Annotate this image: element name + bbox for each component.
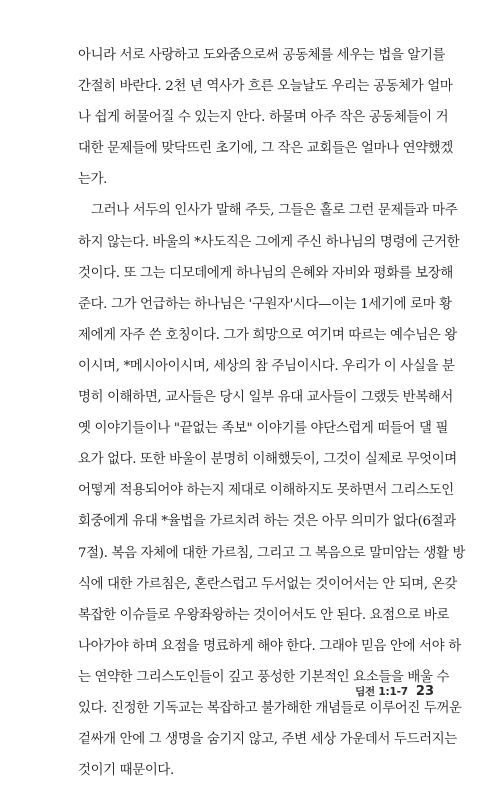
text-line: 식에 대한 가르침은, 혼란스럽고 두서없는 것이어서는 안 되며, 온갖 bbox=[78, 576, 457, 592]
text-line: 7절). 복음 자체에 대한 가르침, 그리고 그 복음으로 말미암는 생활 방 bbox=[78, 545, 466, 561]
text-line: 것이다. 또 그는 디모데에게 하나님의 은혜와 자비와 평화를 보장해 bbox=[78, 265, 453, 281]
text-line: 것이기 때문이다. bbox=[78, 763, 174, 779]
text-line: 는 연약한 그리스도인들이 깊고 풍성한 기본적인 요소들을 배울 수 bbox=[78, 669, 450, 685]
page-body bbox=[78, 40, 466, 786]
text-line: 아니라 서로 사랑하고 도와줌으로써 공동체를 세우는 법을 알기를 bbox=[78, 48, 446, 63]
text-line: 간절히 바란다. 2천 년 역사가 흐른 오늘날도 우리는 공동체가 얼마 bbox=[78, 79, 453, 95]
text-line: 있다. 진정한 기독교는 복잡하고 불가해한 개념들로 이루어진 두꺼운 bbox=[78, 700, 462, 716]
text-line: 이시며, *메시아이시며, 세상의 참 주님이시다. 우리가 이 사실을 분 bbox=[78, 358, 455, 374]
text-line: 명히 이해하면, 교사들은 당시 일부 유대 교사들이 그랬듯 반복해서 bbox=[78, 390, 453, 406]
text-line: 나아가야 하며 요점을 명료하게 해야 한다. 그래야 믿음 안에 서야 하 bbox=[78, 638, 461, 654]
text-line: 어떻게 적용되어야 하는지 제대로 이해하지도 못하면서 그리스도인 bbox=[78, 483, 454, 499]
text-line: 대한 문제들에 맞닥뜨린 초기에, 그 작은 교회들은 얼마나 연약했겠 bbox=[78, 141, 453, 157]
text-line: 나 쉽게 허물어질 수 있는지 안다. 하물며 아주 작은 공동체들이 거 bbox=[78, 110, 449, 126]
page-number: 23 bbox=[415, 684, 434, 699]
page-footer bbox=[355, 684, 434, 699]
text-line: 복잡한 이슈들로 우왕좌왕하는 것이어서도 안 된다. 요점으로 바로 bbox=[78, 607, 450, 623]
text-line: 그러나 서두의 인사가 말해 주듯, 그들은 홀로 그런 문제들과 마주 bbox=[78, 203, 458, 219]
text-line: 제에게 자주 쓴 호칭이다. 그가 희망으로 여기며 따르는 예수님은 왕 bbox=[78, 327, 457, 343]
text-line: 는가. bbox=[78, 172, 108, 188]
paragraph-1 bbox=[78, 40, 453, 195]
text-line: 하지 않는다. 바울의 *사도직은 그에게 주신 하나님의 명령에 근거한 bbox=[78, 234, 460, 250]
text-line: 회중에게 유대 *율법을 가르치려 하는 것은 아무 의미가 없다(6절과 bbox=[78, 514, 456, 530]
scripture-reference: 딤전 1:1-7 bbox=[355, 686, 408, 698]
text-line: 준다. 그가 언급하는 하나님은 '구원자'시다—이는 1세기에 로마 황 bbox=[78, 296, 452, 312]
text-line: 요가 없다. 또한 바울이 분명히 이해했듯이, 그것이 실제로 무엇이며 bbox=[78, 452, 457, 468]
text-line: 겉싸개 안에 그 생명을 숨기지 않고, 주변 세상 가운데서 두드러지는 bbox=[78, 732, 457, 748]
text-line: 옛 이야기들이나 "끝없는 족보" 이야기를 야단스럽게 떠들어 댈 필 bbox=[78, 421, 449, 437]
